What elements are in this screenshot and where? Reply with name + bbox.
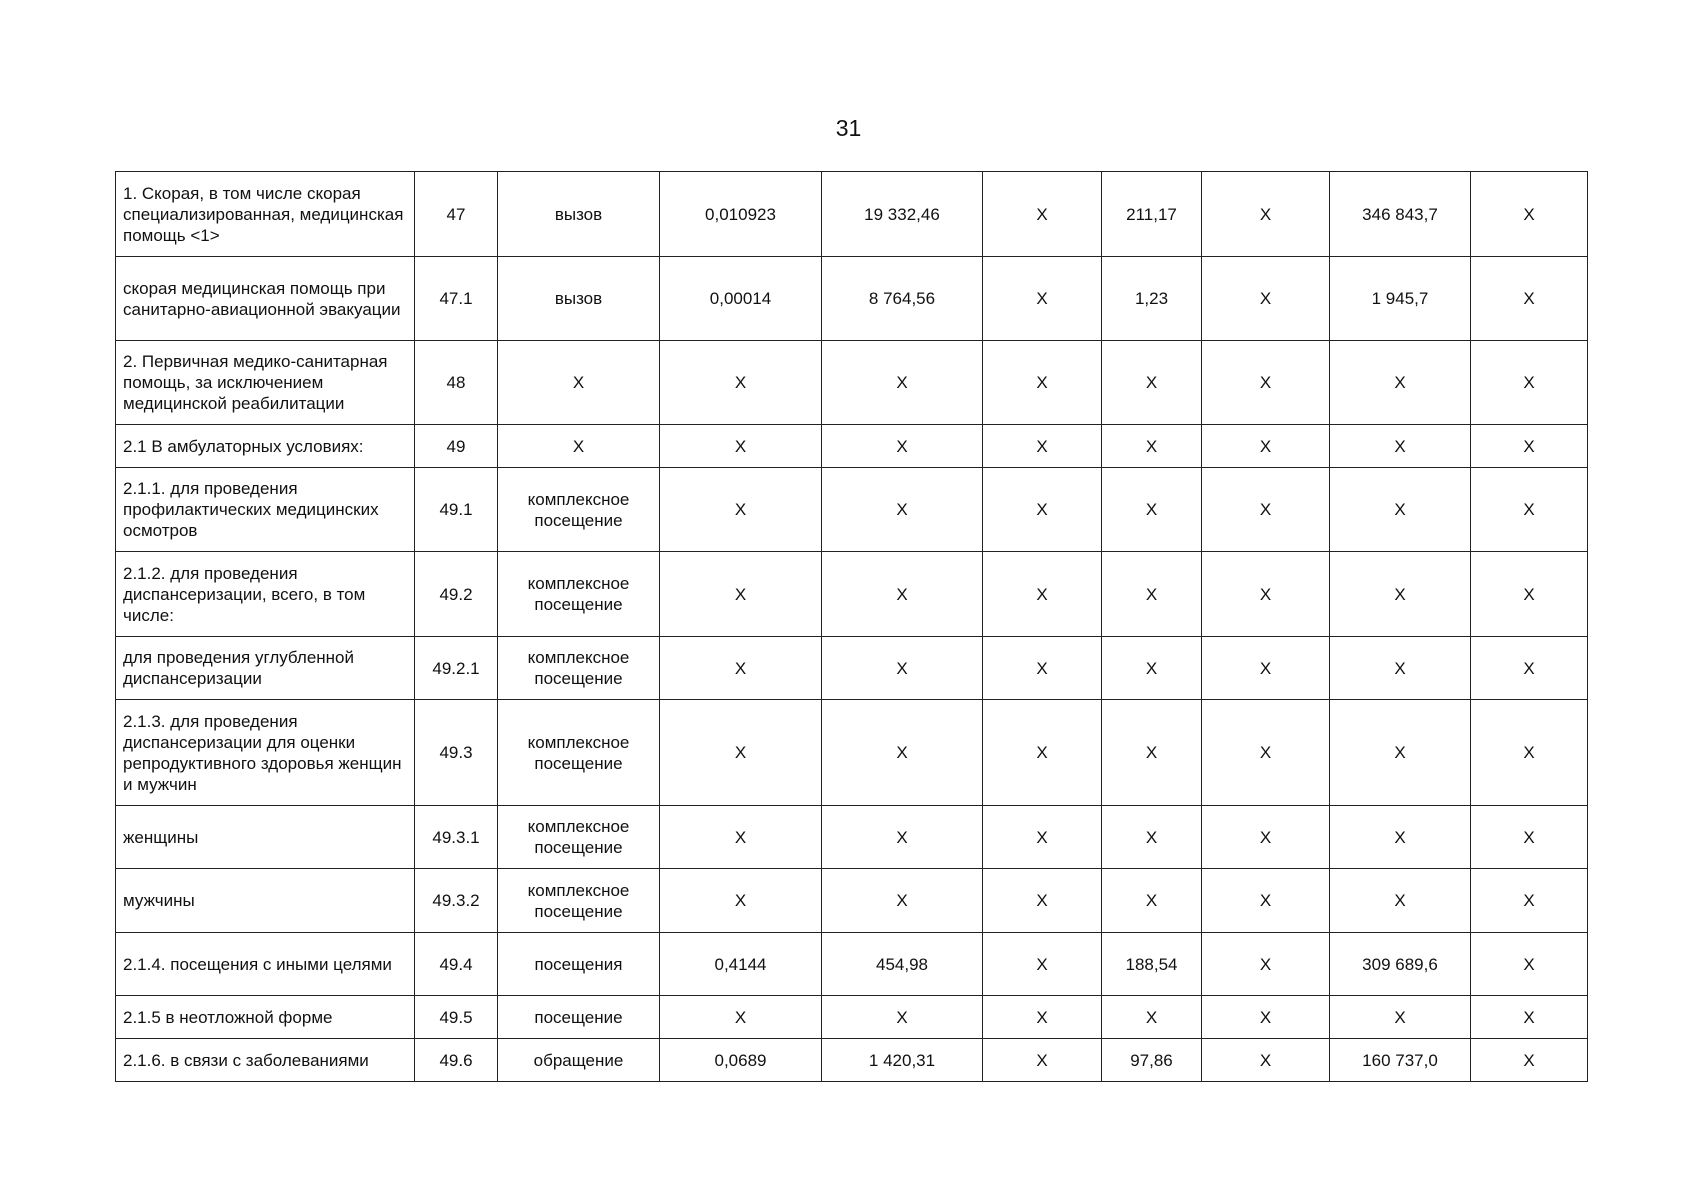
value-cell: X — [1471, 996, 1588, 1039]
value-cell: X — [1330, 425, 1471, 468]
row-code-cell: 49.5 — [415, 996, 498, 1039]
value-cell: X — [1471, 637, 1588, 700]
value-cell: X — [660, 637, 822, 700]
table-row — [116, 552, 1588, 637]
table-row — [116, 425, 1588, 468]
row-code-cell: 49.3 — [415, 700, 498, 806]
row-name-cell: 2.1.5 в неотложной форме — [116, 996, 415, 1039]
row-name-cell: 2.1.6. в связи с заболеваниями — [116, 1039, 415, 1082]
value-cell: X — [660, 806, 822, 869]
value-cell: 1 420,31 — [822, 1039, 983, 1082]
value-cell: 211,17 — [1102, 172, 1202, 257]
value-cell: X — [822, 341, 983, 425]
row-name-cell: 1. Скорая, в том числе скорая специализированная, медицинская помощь <1> — [116, 172, 415, 257]
row-name-cell: 2.1.1. для проведения профилактических медицинских осмотров — [116, 468, 415, 552]
row-unit-cell: комплексное посещение — [498, 637, 660, 700]
row-code-cell: 49.3.1 — [415, 806, 498, 869]
value-cell: X — [1471, 468, 1588, 552]
row-name-cell: скорая медицинская помощь при санитарно-авиационной эвакуации — [116, 257, 415, 341]
value-cell: X — [983, 869, 1102, 933]
value-cell: X — [983, 996, 1102, 1039]
value-cell: 19 332,46 — [822, 172, 983, 257]
value-cell: X — [822, 700, 983, 806]
value-cell: X — [983, 637, 1102, 700]
value-cell: 1,23 — [1102, 257, 1202, 341]
value-cell: X — [1471, 425, 1588, 468]
value-cell: X — [660, 869, 822, 933]
table-row — [116, 1039, 1588, 1082]
value-cell: X — [660, 996, 822, 1039]
value-cell: X — [822, 425, 983, 468]
value-cell: X — [1471, 172, 1588, 257]
value-cell: 454,98 — [822, 933, 983, 996]
value-cell: X — [1330, 468, 1471, 552]
row-code-cell: 47.1 — [415, 257, 498, 341]
value-cell: X — [983, 341, 1102, 425]
table-row — [116, 468, 1588, 552]
row-name-cell: 2.1.2. для проведения диспансеризации, всего, в том числе: — [116, 552, 415, 637]
value-cell: X — [1471, 257, 1588, 341]
value-cell: X — [1202, 341, 1330, 425]
row-unit-cell: посещения — [498, 933, 660, 996]
value-cell: X — [1202, 425, 1330, 468]
row-code-cell: 49.2 — [415, 552, 498, 637]
row-code-cell: 48 — [415, 341, 498, 425]
value-cell: X — [1471, 552, 1588, 637]
table-row — [116, 996, 1588, 1039]
value-cell: X — [1202, 1039, 1330, 1082]
value-cell: X — [1330, 996, 1471, 1039]
row-code-cell: 49 — [415, 425, 498, 468]
page-number: 31 — [835, 115, 862, 141]
row-unit-cell: комплексное посещение — [498, 468, 660, 552]
row-code-cell: 49.3.2 — [415, 869, 498, 933]
value-cell: X — [1202, 806, 1330, 869]
value-cell: X — [660, 425, 822, 468]
value-cell: X — [1330, 637, 1471, 700]
value-cell: X — [1102, 996, 1202, 1039]
row-code-cell: 47 — [415, 172, 498, 257]
row-name-cell: 2. Первичная медико-санитарная помощь, за исключением медицинской реабилитации — [116, 341, 415, 425]
value-cell: X — [1330, 552, 1471, 637]
value-cell: X — [1102, 425, 1202, 468]
value-cell: X — [1202, 637, 1330, 700]
value-cell: X — [822, 806, 983, 869]
value-cell: X — [983, 172, 1102, 257]
row-code-cell: 49.4 — [415, 933, 498, 996]
row-code-cell: 49.6 — [415, 1039, 498, 1082]
row-unit-cell: X — [498, 425, 660, 468]
value-cell: 1 945,7 — [1330, 257, 1471, 341]
value-cell: 0,0689 — [660, 1039, 822, 1082]
row-unit-cell: обращение — [498, 1039, 660, 1082]
row-name-cell: женщины — [116, 806, 415, 869]
value-cell: X — [1202, 996, 1330, 1039]
value-cell: X — [1202, 257, 1330, 341]
value-cell: X — [1202, 700, 1330, 806]
value-cell: X — [983, 806, 1102, 869]
value-cell: X — [1202, 468, 1330, 552]
value-cell: X — [1102, 637, 1202, 700]
value-cell: X — [983, 933, 1102, 996]
row-unit-cell: комплексное посещение — [498, 869, 660, 933]
value-cell: X — [1471, 1039, 1588, 1082]
value-cell: X — [983, 1039, 1102, 1082]
value-cell: X — [1202, 869, 1330, 933]
row-code-cell: 49.2.1 — [415, 637, 498, 700]
row-unit-cell: вызов — [498, 172, 660, 257]
value-cell: X — [1471, 700, 1588, 806]
value-cell: X — [822, 869, 983, 933]
row-unit-cell: комплексное посещение — [498, 552, 660, 637]
value-cell: X — [1471, 869, 1588, 933]
value-cell: X — [822, 468, 983, 552]
value-cell: X — [1202, 933, 1330, 996]
value-cell: X — [983, 468, 1102, 552]
value-cell: X — [822, 996, 983, 1039]
table-row — [116, 637, 1588, 700]
row-unit-cell: вызов — [498, 257, 660, 341]
value-cell: X — [983, 257, 1102, 341]
value-cell: X — [1102, 341, 1202, 425]
row-unit-cell: комплексное посещение — [498, 806, 660, 869]
value-cell: X — [1330, 341, 1471, 425]
table-row — [116, 257, 1588, 341]
value-cell: 97,86 — [1102, 1039, 1202, 1082]
value-cell: X — [660, 468, 822, 552]
value-cell: X — [660, 700, 822, 806]
value-cell: 309 689,6 — [1330, 933, 1471, 996]
table-row — [116, 806, 1588, 869]
row-name-cell: мужчины — [116, 869, 415, 933]
value-cell: X — [983, 425, 1102, 468]
value-cell: X — [983, 552, 1102, 637]
value-cell: X — [1330, 806, 1471, 869]
table-row — [116, 700, 1588, 806]
value-cell: X — [822, 552, 983, 637]
row-name-cell: для проведения углубленной диспансеризации — [116, 637, 415, 700]
row-code-cell: 49.1 — [415, 468, 498, 552]
value-cell: X — [660, 341, 822, 425]
value-cell: 188,54 — [1102, 933, 1202, 996]
row-name-cell: 2.1 В амбулаторных условиях: — [116, 425, 415, 468]
value-cell: X — [1330, 700, 1471, 806]
volume-cost-table — [115, 171, 1588, 1082]
value-cell: X — [1102, 806, 1202, 869]
value-cell: X — [1471, 806, 1588, 869]
value-cell: X — [660, 552, 822, 637]
value-cell: X — [1471, 341, 1588, 425]
value-cell: 160 737,0 — [1330, 1039, 1471, 1082]
value-cell: 8 764,56 — [822, 257, 983, 341]
value-cell: X — [1330, 869, 1471, 933]
table-row — [116, 869, 1588, 933]
row-name-cell: 2.1.4. посещения с иными целями — [116, 933, 415, 996]
value-cell: X — [1102, 869, 1202, 933]
value-cell: X — [1202, 172, 1330, 257]
value-cell: X — [822, 637, 983, 700]
table-row — [116, 172, 1588, 257]
value-cell: 0,00014 — [660, 257, 822, 341]
value-cell: X — [1102, 468, 1202, 552]
row-unit-cell: посещение — [498, 996, 660, 1039]
value-cell: 0,4144 — [660, 933, 822, 996]
value-cell: X — [1102, 552, 1202, 637]
row-name-cell: 2.1.3. для проведения диспансеризации для оценки репродуктивного здоровья женщин и мужчин — [116, 700, 415, 806]
row-unit-cell: X — [498, 341, 660, 425]
value-cell: X — [1202, 552, 1330, 637]
value-cell: X — [1102, 700, 1202, 806]
table-row — [116, 933, 1588, 996]
table-row — [116, 341, 1588, 425]
value-cell: X — [1471, 933, 1588, 996]
value-cell: 0,010923 — [660, 172, 822, 257]
row-unit-cell: комплексное посещение — [498, 700, 660, 806]
table-body — [116, 172, 1588, 1082]
value-cell: X — [983, 700, 1102, 806]
value-cell: 346 843,7 — [1330, 172, 1471, 257]
